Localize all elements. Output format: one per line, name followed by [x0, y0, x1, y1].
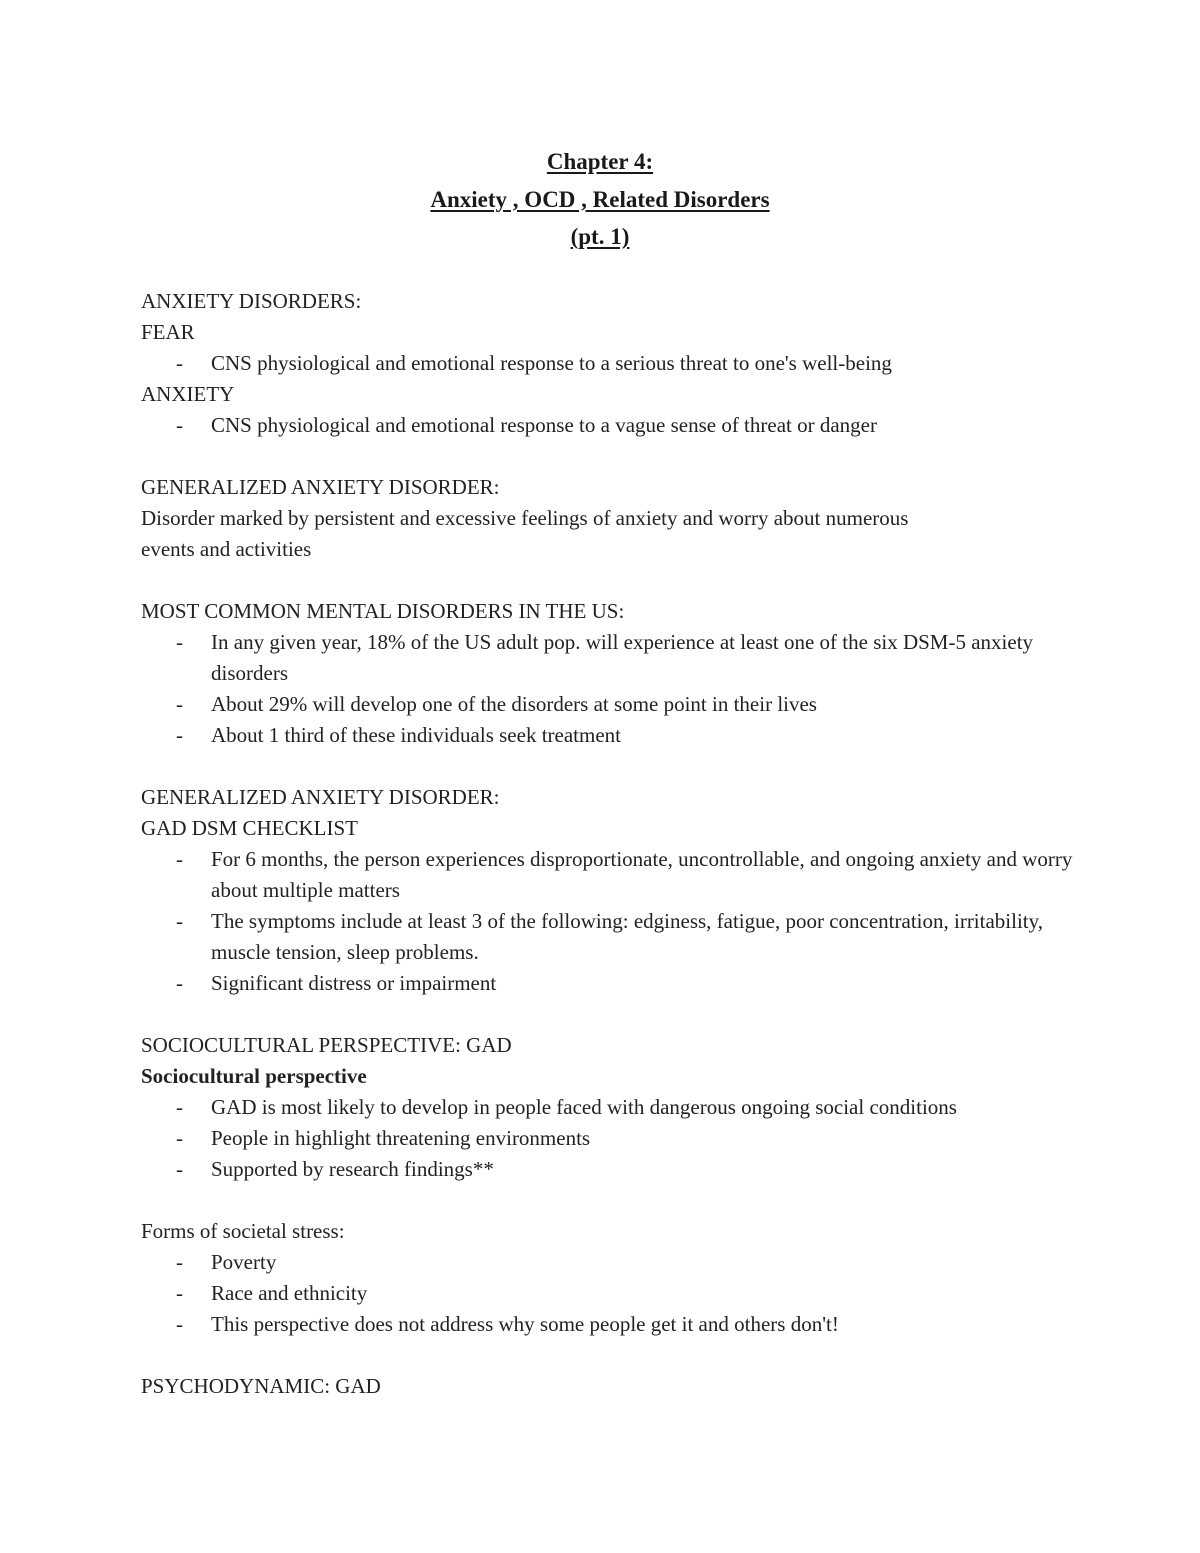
- list-item: - GAD is most likely to develop in people faced with dangerous ongoing social conditions: [141, 1092, 1081, 1123]
- bullet-dash: -: [176, 1281, 183, 1305]
- title-line-part: (pt. 1): [570, 224, 630, 249]
- list-item: - About 1 third of these individuals seek treatment: [141, 720, 1081, 751]
- term-anxiety: ANXIETY: [141, 382, 235, 406]
- bullet-dash: -: [176, 351, 183, 375]
- section-heading-gad: GENERALIZED ANXIETY DISORDER:: [141, 475, 500, 499]
- section-heading-gad-checklist: GENERALIZED ANXIETY DISORDER:: [141, 785, 500, 809]
- list-item: - CNS physiological and emotional response to a vague sense of threat or danger: [141, 410, 1081, 441]
- list-item: - Race and ethnicity: [141, 1278, 1081, 1309]
- list-item: - This perspective does not address why some people get it and others don't!: [141, 1309, 1081, 1340]
- bullet-dash: -: [176, 1157, 183, 1181]
- subheading-sociocultural: Sociocultural perspective: [141, 1064, 367, 1088]
- bullet-dash: -: [176, 971, 183, 995]
- gad-definition-line: Disorder marked by persistent and excessive feelings of anxiety and worry about numerous: [141, 506, 909, 530]
- gad-definition-line: events and activities: [141, 537, 312, 561]
- list-item: - About 29% will develop one of the disorders at some point in their lives: [141, 689, 1081, 720]
- bullet-dash: -: [176, 1312, 183, 1336]
- section-heading-sociocultural: SOCIOCULTURAL PERSPECTIVE: GAD: [141, 1033, 512, 1057]
- title-line-topic: Anxiety , OCD , Related Disorders: [430, 186, 770, 212]
- section-heading-most-common: MOST COMMON MENTAL DISORDERS IN THE US:: [141, 599, 625, 623]
- list-item: - For 6 months, the person experiences disproportionate, uncontrollable, and ongoing anxiety and worry about multiple matters: [141, 844, 1081, 906]
- title-line-chapter: Chapter 4:: [546, 149, 654, 174]
- list-item: - Supported by research findings**: [141, 1154, 1081, 1185]
- bullet-dash: -: [176, 723, 183, 747]
- list-item: - Poverty: [141, 1247, 1081, 1278]
- list-item: - The symptoms include at least 3 of the following: edginess, fatigue, poor concentration, irritability, muscle tension, sleep problems.: [141, 906, 1081, 968]
- bullet-dash: -: [176, 413, 183, 437]
- bullet-dash: -: [176, 1250, 183, 1274]
- chapter-title: [0, 143, 1200, 256]
- bullet-dash: -: [176, 692, 183, 716]
- subheading-gad-dsm-checklist: GAD DSM CHECKLIST: [141, 816, 359, 840]
- bullet-dash: -: [176, 1126, 183, 1150]
- bullet-dash: -: [176, 909, 183, 933]
- section-heading-psychodynamic: PSYCHODYNAMIC: GAD: [141, 1374, 381, 1398]
- bullet-dash: -: [176, 630, 183, 654]
- list-item: - Significant distress or impairment: [141, 968, 1081, 999]
- section-heading-anxiety-disorders: ANXIETY DISORDERS:: [141, 289, 362, 313]
- list-item: - In any given year, 18% of the US adult pop. will experience at least one of the six DSM-5 anxiety disorders: [141, 627, 1081, 689]
- list-item: - CNS physiological and emotional response to a serious threat to one's well-being: [141, 348, 1081, 379]
- list-item: - People in highlight threatening environments: [141, 1123, 1081, 1154]
- document-body: [141, 286, 1081, 1402]
- bullet-dash: -: [176, 847, 183, 871]
- bullet-dash: -: [176, 1095, 183, 1119]
- section-heading-societal-stress: Forms of societal stress:: [141, 1219, 345, 1243]
- term-fear: FEAR: [141, 320, 195, 344]
